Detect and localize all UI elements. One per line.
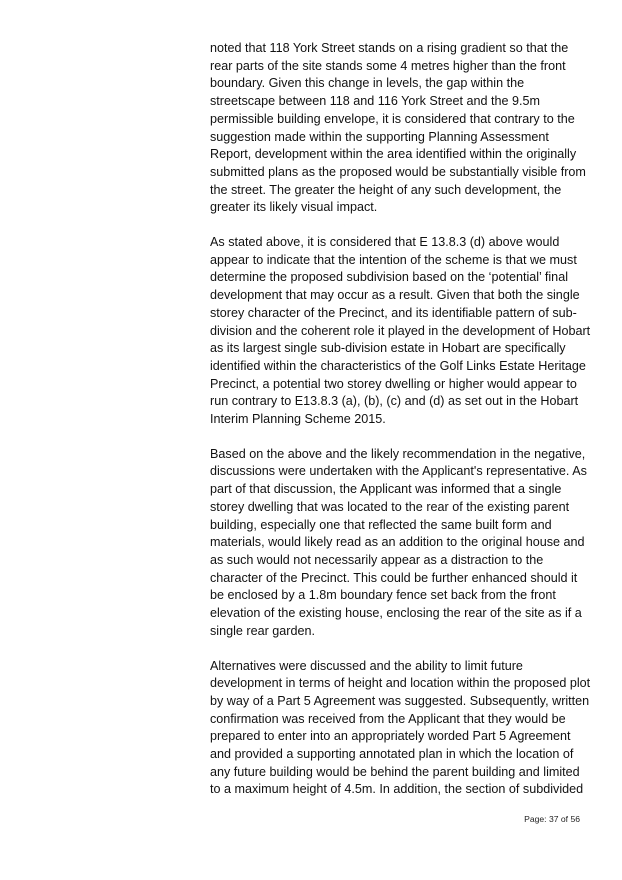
page-number: Page: 37 of 56 — [524, 814, 580, 824]
paragraph-gradient-visibility: noted that 118 York Street stands on a rising gradient so that the rear parts of the site stands some 4 metres higher than the front boundary. Given this change in levels, the gap within the streetscape between 118 and 116 York Street and the 9.5m permissible building envelope, it is considered that contrary to the suggestion made within the supporting Planning Assessment Report, development within the area identified within the originally submitted plans as the proposed would be substantially visible from the street. The greater the height of any such development, the greater its likely visual impact. — [210, 41, 586, 215]
paragraph-part5-agreement: Alternatives were discussed and the ability to limit future development in terms of height and location within the proposed plot by way of a Part 5 Agreement was suggested. Subsequently, written confirmation was received from the Applicant that they would be prepared to enter into an appropriately worded Part 5 Agreement and provided a supporting annotated plan in which the location of any future building would be behind the parent building and limited to a maximum height of 4.5m. In addition, the section of subdivided — [210, 658, 591, 797]
paragraph-applicant-discussion: Based on the above and the likely recommendation in the negative, discussions were undertaken with the Applicant's representative. As part of that discussion, the Applicant was informed that a single storey dwelling that was located to the rear of the existing parent building, especially one that reflected the same built form and materials, would likely read as an addition to the original house and as such would not necessarily appear as a distraction to the character of the Precinct. This could be further enhanced should it be enclosed by a 1.8m boundary fence set back from the front elevation of the existing house, enclosing the rear of the site as if a single rear garden. — [210, 446, 587, 638]
document-body — [210, 40, 592, 799]
paragraph-potential-development: As stated above, it is considered that E 13.8.3 (d) above would appear to indicate that the intention of the scheme is that we must determine the proposed subdivision based on the ‘potential’ final development that may occur as a result. Given that both the single storey character of the Precinct, and its identifiable pattern of sub-division and the coherent role it played in the development of Hobart as its largest single sub-division estate in Hobart are specifically identified within the characteristics of the Golf Links Estate Heritage Precinct, a potential two storey dwelling or higher would appear to run contrary to E13.8.3 (a), (b), (c) and (d) as set out in the Hobart Interim Planning Scheme 2015. — [210, 235, 591, 427]
